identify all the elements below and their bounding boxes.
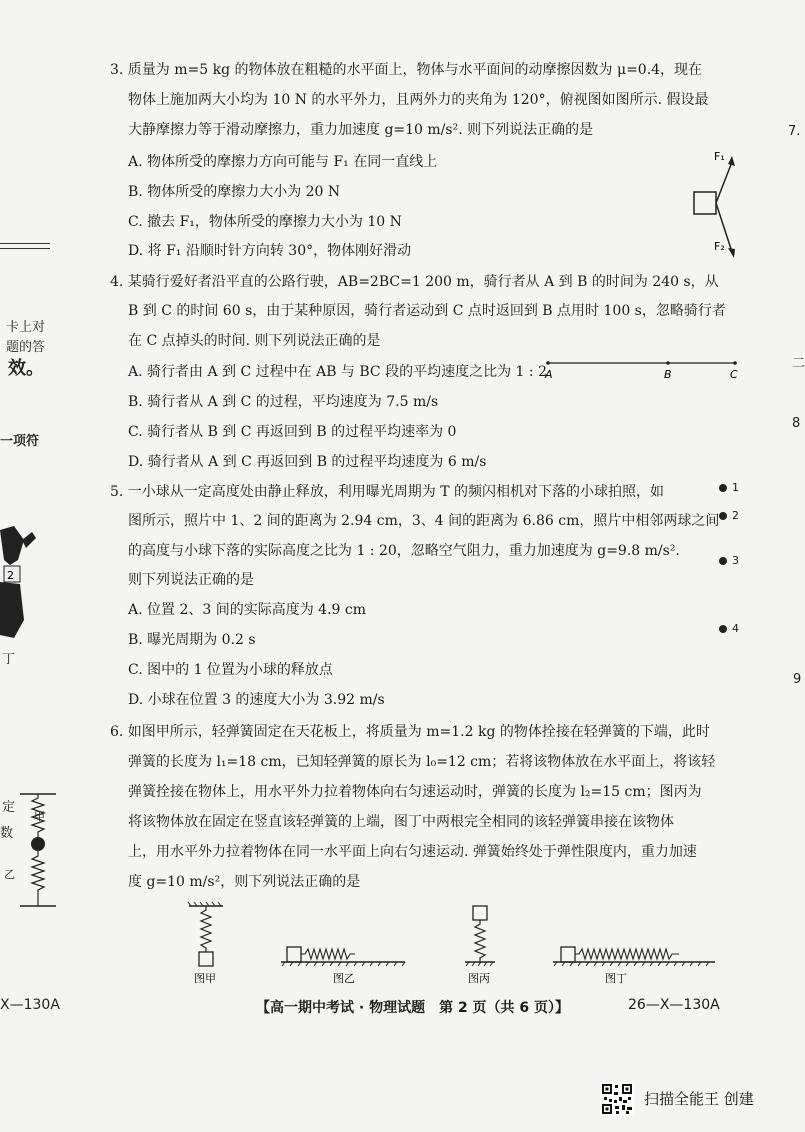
ball-position-1-label: 1: [732, 481, 739, 494]
q3-option-d: D. 将 F₁ 沿顺时针方向转 30°，物体刚好滑动: [128, 243, 412, 259]
scanner-watermark: 扫描全能王 创建: [644, 1090, 754, 1108]
q5-option-c: C. 图中的 1 位置为小球的释放点: [128, 662, 333, 678]
ball-position-4-label: 4: [732, 622, 739, 635]
q3-stem-line-2: 物体上施加两大小均为 10 N 的水平外力，且两外力的夹角为 120°，俯视图如图所示. 假设最: [128, 92, 709, 108]
margin-text-6: 数: [0, 826, 14, 841]
q5-stem-line-2: 图所示，照片中 1、2 间的距离为 2.94 cm，3、4 间的距离为 6.86 cm，照片中相邻两球之间: [128, 513, 720, 529]
margin-text-3: 效。: [8, 358, 44, 379]
margin-rule: [0, 243, 50, 249]
figure-yi: [281, 947, 405, 985]
q4-option-d: D. 骑行者从 A 到 C 再返回到 B 的过程平均速度为 6 m/s: [128, 454, 487, 470]
q4-option-a: A. 骑行者由 A 到 C 过程中在 AB 与 BC 段的平均速度之比为 1 : 2: [128, 364, 547, 380]
q6-stem-line-6: 度 g=10 m/s²，则下列说法正确的是: [128, 874, 361, 890]
margin-text-5: 定: [2, 800, 16, 815]
margin-cyclist-figure: [0, 520, 42, 640]
q3-option-b: B. 物体所受的摩擦力大小为 20 N: [128, 184, 341, 200]
q3-stem-line-3: 大静摩擦力等于滑动摩擦力，重力加速度 g=10 m/s². 则下列说法正确的是: [128, 122, 594, 138]
footer-exam-code: 26—X—130A: [628, 997, 720, 1013]
q5-stem-line-1: 5. 一小球从一定高度处由静止释放，利用曝光周期为 T 的频闪相机对下落的小球拍照，如: [110, 484, 665, 500]
margin-text-ding: 丁: [2, 652, 16, 667]
figure-ding: [553, 947, 715, 985]
figure-yi-label: 图乙: [333, 972, 355, 985]
figure-ding-label: 图丁: [605, 972, 627, 985]
q5-option-a: A. 位置 2、3 间的实际高度为 4.9 cm: [128, 602, 367, 618]
q6-stem-line-5: 上，用水平外力拉着物体在同一水平面上向右匀速运动. 弹簧始终处于弹性限度内，重力加速: [128, 844, 697, 860]
ball-position-3-label: 3: [732, 554, 739, 567]
q4-point-a: A: [545, 368, 553, 381]
q3-option-a: A. 物体所受的摩擦力方向可能与 F₁ 在同一直线上: [128, 154, 438, 170]
ball-position-3: [719, 557, 727, 565]
q5-stem-line-4: 则下列说法正确的是: [128, 572, 254, 588]
q4-stem-line-3: 在 C 点掉头的时间. 则下列说法正确的是: [128, 333, 381, 349]
q4-option-c: C. 骑行者从 B 到 C 再返回到 B 的过程平均速率为 0: [128, 424, 457, 440]
svg-text:2: 2: [7, 569, 14, 582]
ball-position-4: [719, 625, 727, 633]
figure-jia-label: 图甲: [194, 972, 216, 985]
q3-force-diagram: [680, 140, 750, 270]
margin-text-yi: 乙: [4, 868, 15, 881]
q4-stem-line-2: B 到 C 的时间 60 s，由于某种原因，骑行者运动到 C 点时返回到 B 点用时 100 s，忽略骑行者: [128, 303, 726, 319]
q5-option-d: D. 小球在位置 3 的速度大小为 3.92 m/s: [128, 692, 385, 708]
right-margin-2: 二: [792, 356, 805, 371]
q3-stem-line-1: 3. 质量为 m=5 kg 的物体放在粗糙的水平面上，物体与水平面间的动摩擦因数为 μ=0.4，现在: [110, 62, 703, 78]
page-footer: 【高一期中考试 · 物理试题 第 2 页（共 6 页）】: [256, 1000, 570, 1016]
margin-text-2: 题的答: [6, 340, 46, 355]
right-margin-4: 9: [793, 672, 802, 687]
q4-point-c: C: [730, 368, 738, 381]
q3-option-c: C. 撤去 F₁，物体所受的摩擦力大小为 10 N: [128, 214, 402, 230]
margin-text-1: 卡上对: [6, 320, 46, 335]
q6-stem-line-2: 弹簧的长度为 l₁=18 cm，已知轻弹簧的原长为 l₀=12 cm；若将该物体放在水平面上，将该轻: [128, 754, 716, 770]
figure-bing: [465, 906, 495, 985]
qr-code-icon: [600, 1082, 634, 1116]
margin-text-code: X—130A: [0, 997, 60, 1013]
q4-point-b: B: [664, 368, 672, 381]
q4-option-b: B. 骑行者从 A 到 C 的过程，平均速度为 7.5 m/s: [128, 394, 439, 410]
ball-position-1: [719, 484, 727, 492]
q6-stem-line-4: 将该物体放在固定在竖直该轻弹簧的上端，图丁中两根完全相同的该轻弹簧串接在该物体: [128, 814, 674, 830]
q3-f1-label: F₁: [714, 150, 725, 163]
figure-jia: [188, 902, 223, 985]
q6-stem-line-1: 6. 如图甲所示，轻弹簧固定在天花板上，将质量为 m=1.2 kg 的物体拴接在轻弹簧的下端，此时: [110, 724, 710, 740]
margin-text-4: 一项符: [0, 434, 40, 449]
q4-stem-line-1: 4. 某骑行爱好者沿平直的公路行驶，AB=2BC=1 200 m，骑行者从 A 到 B 的时间为 240 s，从: [110, 274, 719, 290]
q4-road-diagram: [540, 355, 750, 385]
right-margin-3: 8: [792, 416, 801, 431]
q6-stem-line-3: 弹簧拴接在物体上，用水平外力拉着物体向右匀速运动时，弹簧的长度为 l₂=15 cm；图丙为: [128, 784, 702, 800]
right-margin-1: 7.: [788, 124, 801, 139]
q6-spring-figures: [175, 900, 755, 990]
ball-position-2-label: 2: [732, 509, 739, 522]
q5-stem-line-3: 的高度与小球下落的实际高度之比为 1 : 20，忽略空气阻力，重力加速度为 g=9.8 m/s².: [128, 543, 680, 559]
q3-f2-label: F₂: [714, 240, 725, 253]
margin-text-jia: 甲: [34, 810, 45, 823]
ball-position-2: [719, 512, 727, 520]
q5-option-b: B. 曝光周期为 0.2 s: [128, 632, 256, 648]
figure-bing-label: 图丙: [468, 972, 490, 985]
